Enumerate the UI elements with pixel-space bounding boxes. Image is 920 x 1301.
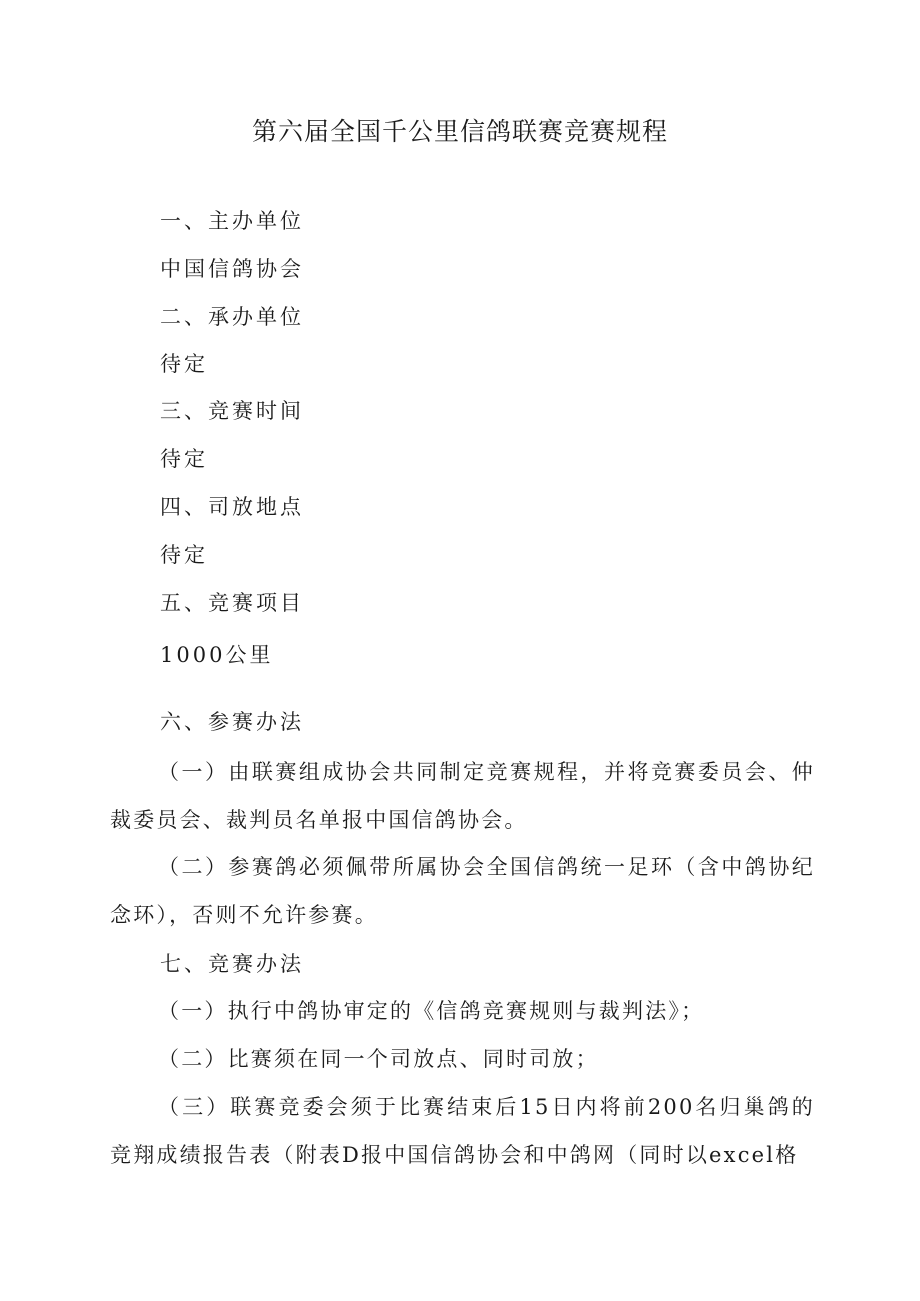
section-7-item-2: （二）比赛须在同一个司放点、同时司放； (158, 1047, 599, 1071)
section-7-heading: 七、竞赛办法 (160, 952, 304, 976)
section-2-heading: 二、承办单位 (160, 305, 304, 329)
document-title: 第六届全国千公里信鸽联赛竞赛规程 (251, 117, 668, 146)
section-5-content: 1000公里 (160, 643, 274, 667)
section-4-content: 待定 (160, 543, 208, 567)
section-2-content: 待定 (160, 352, 208, 376)
section-1-content: 中国信鸽协会 (160, 257, 304, 281)
section-7-item-1: （一）执行中鸽协审定的《信鸽竞赛规则与裁判法》； (158, 999, 705, 1023)
section-6-item-2: （二）参赛鸽必须佩带所属协会全国信鸽统一足环（含中鸽协纪念环），否则不允许参赛。 (110, 855, 815, 927)
section-5-heading: 五、竞赛项目 (160, 591, 304, 615)
section-3-content: 待定 (160, 447, 208, 471)
section-1-heading: 一、主办单位 (160, 209, 304, 233)
section-6-item-1: （一）由联赛组成协会共同制定竞赛规程，并将竞赛委员会、仲裁委员会、裁判员名单报中国信鸽协会。 (110, 760, 815, 832)
section-7-item-3: （三）联赛竞委会须于比赛结束后15日内将前200名归巢鸽的竞翔成绩报告表（附表D报中国信鸽协会和中鸽网（同时以excel格 (110, 1095, 815, 1167)
section-3-heading: 三、竞赛时间 (160, 399, 304, 423)
section-6-heading: 六、参赛办法 (160, 710, 304, 734)
section-4-heading: 四、司放地点 (160, 495, 304, 519)
